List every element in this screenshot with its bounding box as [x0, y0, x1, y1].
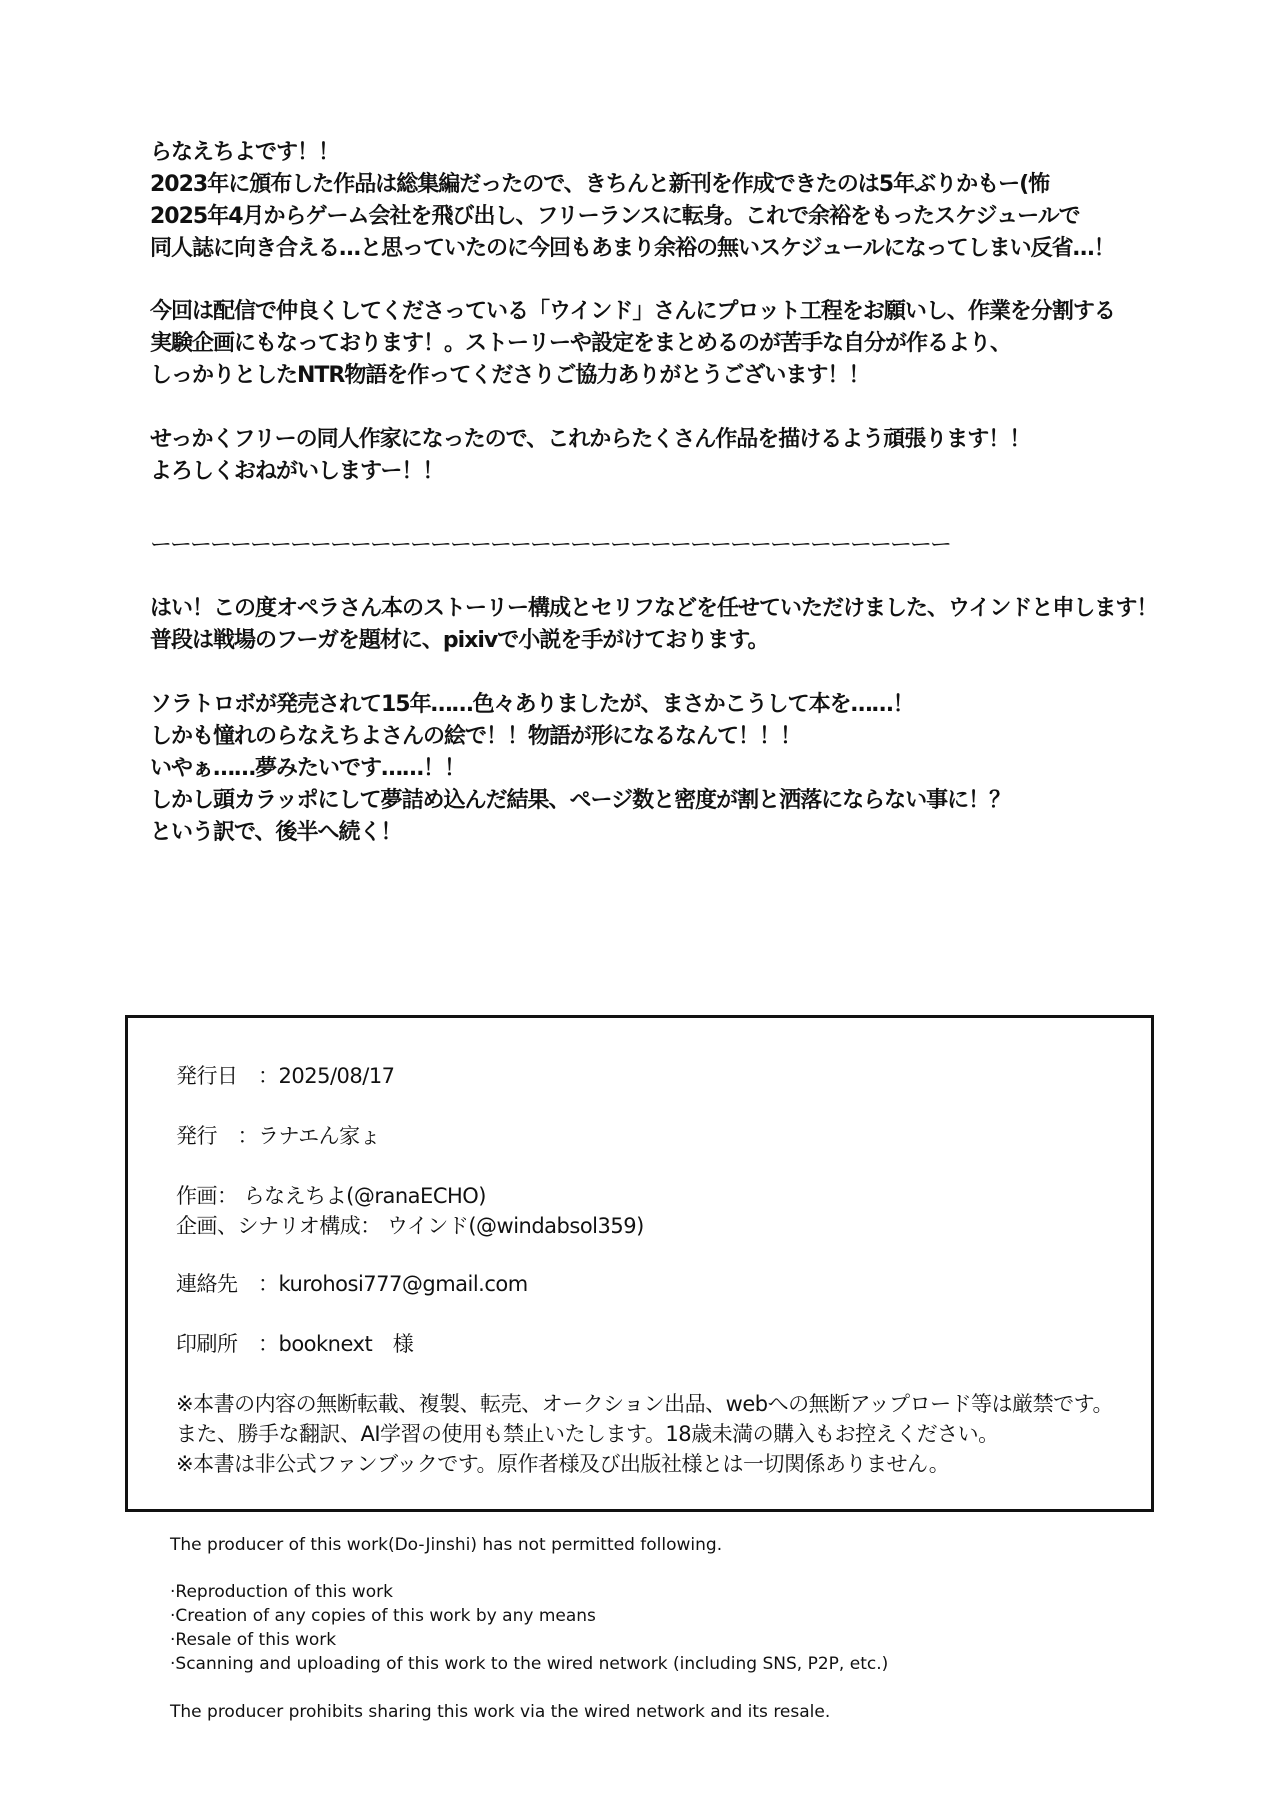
colophon-notice: ※本書の内容の無断転載、複製、転売、オークション出品、webへの無断アップロード等は厳禁です。 [176, 1392, 1113, 1416]
text-line: 普段は戦場のフーガを題材に、pixivで小説を手がけております。 [150, 628, 769, 653]
english-closing: The producer prohibits sharing this work via the wired network and its resale. [170, 1702, 831, 1722]
text-line: 同人誌に向き合える…と思っていたのに今回もあまり余裕の無いスケジュールになってしまい反省…！ [150, 236, 1115, 261]
text-line: いやぁ……夢みたいです……！！ [150, 756, 466, 781]
text-line: 実験企画にもなっております！。ストーリーや設定をまとめるのが苦手な自分が作るより、 [150, 331, 1012, 356]
english-item: ·Resale of this work [170, 1630, 337, 1650]
divider-line: ーーーーーーーーーーーーーーーーーーーーーーーーーーーーーーーーーーーーーーーー [150, 533, 951, 558]
colophon-printer: 印刷所 ：booknext 様 [176, 1332, 414, 1356]
text-line: せっかくフリーの同人作家になったので、これからたくさん作品を描けるよう頑張ります！！ [150, 427, 1031, 452]
colophon-notice: ※本書は非公式ファンブックです。原作者様及び出版社様とは一切関係ありません。 [176, 1452, 950, 1476]
colophon-contact: 連絡先 ：kurohosi777@gmail.com [176, 1272, 528, 1296]
colophon-scenario: 企画、シナリオ構成： ウインド(@windabsol359) [176, 1214, 644, 1238]
colophon-date: 発行日 ：2025/08/17 [176, 1064, 395, 1088]
colophon-publisher: 発行 ：ラナエん家ょ [176, 1124, 381, 1148]
text-line: 2023年に頒布した作品は総集編だったので、きちんと新刊を作成できたのは5年ぶりかもー(怖 [150, 172, 1050, 197]
colophon-box [125, 1015, 1154, 1512]
text-line: 2025年4月からゲーム会社を飛び出し、フリーランスに転身。これで余裕をもったスケジュールで [150, 204, 1080, 229]
english-item: ·Reproduction of this work [170, 1582, 393, 1602]
english-item: ·Scanning and uploading of this work to the wired network (including SNS, P2P, etc.) [170, 1654, 889, 1674]
english-intro: The producer of this work(Do-Jinshi) has not permitted following. [170, 1535, 723, 1555]
text-line: 今回は配信で仲良くしてくださっている「ウインド」さんにプロット工程をお願いし、作業を分割する [150, 299, 1115, 324]
text-line: しかも憧れのらなえちよさんの絵で！！物語が形になるなんて！！！ [150, 724, 802, 749]
text-line: らなえちよです！！ [150, 140, 340, 165]
text-line: という訳で、後半へ続く！ [150, 820, 402, 845]
english-item: ·Creation of any copies of this work by any means [170, 1606, 596, 1626]
text-line: しかし頭カラッポにして夢詰め込んだ結果、ページ数と密度が割と洒落にならない事に！？ [150, 788, 1011, 813]
text-line: はい！この度オペラさん本のストーリー構成とセリフなどを任せていただけました、ウインドと申します！ [150, 596, 1158, 621]
text-line: しっかりとしたNTR物語を作ってくださりご協力ありがとうございます！！ [150, 363, 870, 388]
colophon-notice: また、勝手な翻訳、AI学習の使用も禁止いたします。18歳未満の購入もお控えください。 [176, 1422, 999, 1446]
text-line: ソラトロボが発売されて15年……色々ありましたが、まさかこうして本を……！ [150, 692, 914, 717]
text-line: よろしくおねがいしますー！！ [150, 459, 444, 484]
colophon-artist: 作画： らなえちよ(@ranaECHO) [176, 1184, 486, 1208]
